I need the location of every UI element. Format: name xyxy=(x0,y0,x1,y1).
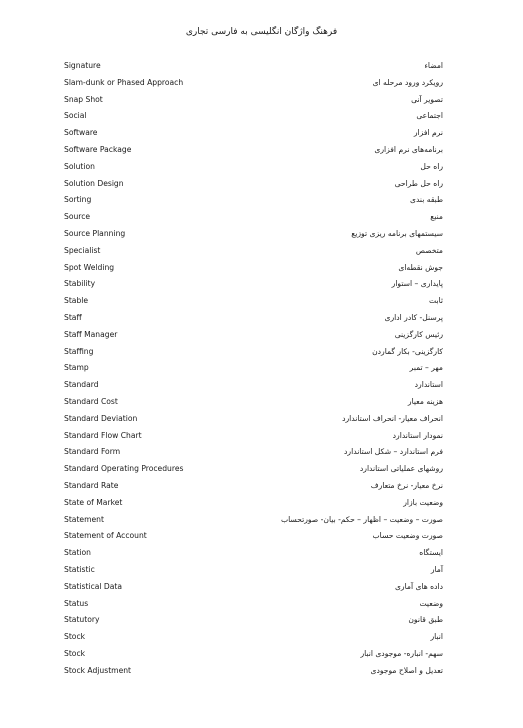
glossary-row xyxy=(0,579,523,596)
glossary-row xyxy=(0,528,523,545)
persian-term: داده های آماری xyxy=(394,581,443,591)
persian-term: تصویر آنی xyxy=(411,94,443,104)
persian-term: تعدیل و اصلاح موجودی xyxy=(370,665,443,675)
english-term: Status xyxy=(64,598,89,608)
persian-term: اجتماعی xyxy=(416,111,443,121)
persian-term: پایداری – استوار xyxy=(391,279,443,289)
english-term: Statement xyxy=(64,514,104,524)
english-term: Stock xyxy=(64,632,86,642)
glossary-row xyxy=(0,209,523,226)
english-term: Snap Shot xyxy=(64,94,103,104)
glossary-row xyxy=(0,461,523,478)
english-term: Staff Manager xyxy=(64,329,118,339)
glossary-row xyxy=(0,360,523,377)
page-title: فرهنگ واژگان انگلیسی به فارسی تجاری xyxy=(185,27,338,37)
english-term: Statistic xyxy=(64,564,95,574)
persian-term: استاندارد xyxy=(414,380,443,390)
english-term: Station xyxy=(64,548,91,558)
glossary-row xyxy=(0,243,523,260)
persian-term: سیستمهای برنامه ریزی توزیع xyxy=(351,228,443,238)
english-term: Spot Welding xyxy=(64,262,115,272)
persian-term: متخصص xyxy=(415,245,443,255)
persian-term: انحراف معیار- انحراف استاندارد xyxy=(342,413,443,423)
persian-term: منبع xyxy=(430,212,443,222)
glossary-row xyxy=(0,310,523,327)
persian-term: ثابت xyxy=(429,296,443,306)
english-term: Solution Design xyxy=(64,178,124,188)
glossary-row xyxy=(0,260,523,277)
english-term: Specialist xyxy=(64,245,101,255)
english-term: Standard Flow Chart xyxy=(64,430,142,440)
glossary-row xyxy=(0,293,523,310)
english-term: Staff xyxy=(64,312,82,322)
persian-term: هزینه معیار xyxy=(407,396,443,406)
glossary-row xyxy=(0,344,523,361)
persian-term: ایستگاه xyxy=(419,548,443,558)
persian-term: نمودار استاندارد xyxy=(392,430,443,440)
glossary-row xyxy=(0,142,523,159)
persian-term: وضعیت بازار xyxy=(403,497,443,507)
persian-term: طبقه بندی xyxy=(410,195,443,205)
english-term: Standard Deviation xyxy=(64,413,138,423)
glossary-row xyxy=(0,92,523,109)
persian-term: جوش نقطه‌ای xyxy=(398,262,443,272)
glossary-row xyxy=(0,629,523,646)
english-term: Standard Operating Procedures xyxy=(64,464,184,474)
glossary-row xyxy=(0,377,523,394)
english-term: Slam-dunk or Phased Approach xyxy=(64,77,184,87)
english-term: Software xyxy=(64,128,98,138)
persian-term: برنامه‌های نرم افزاری xyxy=(374,144,443,154)
english-term: Software Package xyxy=(64,144,132,154)
persian-term: صورت وضعیت حساب xyxy=(372,531,443,541)
glossary-row xyxy=(0,596,523,613)
persian-term: صورت – وضعیت – اظهار – حکم- بیان- صورتحساب xyxy=(280,514,443,524)
glossary-row xyxy=(0,327,523,344)
glossary-row xyxy=(0,495,523,512)
english-term: Statistical Data xyxy=(64,581,123,591)
persian-term: انبار xyxy=(430,632,443,642)
english-term: Stability xyxy=(64,279,96,289)
persian-term: پرسنل- کادر اداری xyxy=(384,312,443,322)
glossary-row xyxy=(0,562,523,579)
glossary-row xyxy=(0,226,523,243)
english-term: Staffing xyxy=(64,346,94,356)
english-term: Stock xyxy=(64,648,86,658)
glossary-row xyxy=(0,176,523,193)
glossary-row xyxy=(0,428,523,445)
english-term: Signature xyxy=(64,61,101,70)
english-term: Solution xyxy=(64,161,95,171)
glossary-row xyxy=(0,192,523,209)
persian-term: سهم- انباره- موجودی انبار xyxy=(360,648,443,658)
english-term: Statement of Account xyxy=(64,531,147,541)
glossary-list xyxy=(0,58,523,679)
persian-term: رئیس کارگزینی xyxy=(394,329,443,339)
persian-term: فرم استاندارد – شکل استاندارد xyxy=(344,447,443,457)
glossary-row xyxy=(0,512,523,529)
glossary-row xyxy=(0,108,523,125)
glossary-row xyxy=(0,125,523,142)
persian-term: طبق قانون xyxy=(408,615,443,625)
glossary-row xyxy=(0,663,523,680)
english-term: Stable xyxy=(64,296,89,306)
english-term: Standard xyxy=(64,380,99,390)
persian-term: نرخ معیار- نرخ متعارف xyxy=(370,480,443,490)
glossary-row xyxy=(0,646,523,663)
persian-term: آمار xyxy=(430,564,443,574)
english-term: Standard Cost xyxy=(64,396,118,406)
glossary-row xyxy=(0,411,523,428)
persian-term: روشهای عملیاتی استاندارد xyxy=(359,464,443,474)
english-term: Stamp xyxy=(64,363,89,373)
glossary-row xyxy=(0,394,523,411)
persian-term: امضاء xyxy=(424,61,443,70)
glossary-row xyxy=(0,159,523,176)
glossary-row xyxy=(0,75,523,92)
english-term: Social xyxy=(64,111,87,121)
glossary-row xyxy=(0,276,523,293)
english-term: Source Planning xyxy=(64,228,126,238)
persian-term: مهر – تمبر xyxy=(409,363,443,373)
english-term: Source xyxy=(64,212,91,222)
persian-term: وضعیت xyxy=(419,598,443,608)
english-term: State of Market xyxy=(64,497,123,507)
english-term: Standard Form xyxy=(64,447,121,457)
persian-term: رویکرد ورود مرحله ای xyxy=(372,77,443,87)
persian-term: راه حل xyxy=(420,161,443,171)
english-term: Stock Adjustment xyxy=(64,665,132,675)
persian-term: کارگزینی- بکار گماردن xyxy=(372,346,443,356)
persian-term: راه حل طراحی xyxy=(394,178,443,188)
english-term: Sorting xyxy=(64,195,92,205)
glossary-row xyxy=(0,612,523,629)
glossary-row xyxy=(0,444,523,461)
english-term: Statutory xyxy=(64,615,100,625)
persian-term: نرم افزار xyxy=(413,128,443,138)
glossary-row xyxy=(0,545,523,562)
glossary-row xyxy=(0,58,523,75)
english-term: Standard Rate xyxy=(64,480,119,490)
glossary-row xyxy=(0,478,523,495)
